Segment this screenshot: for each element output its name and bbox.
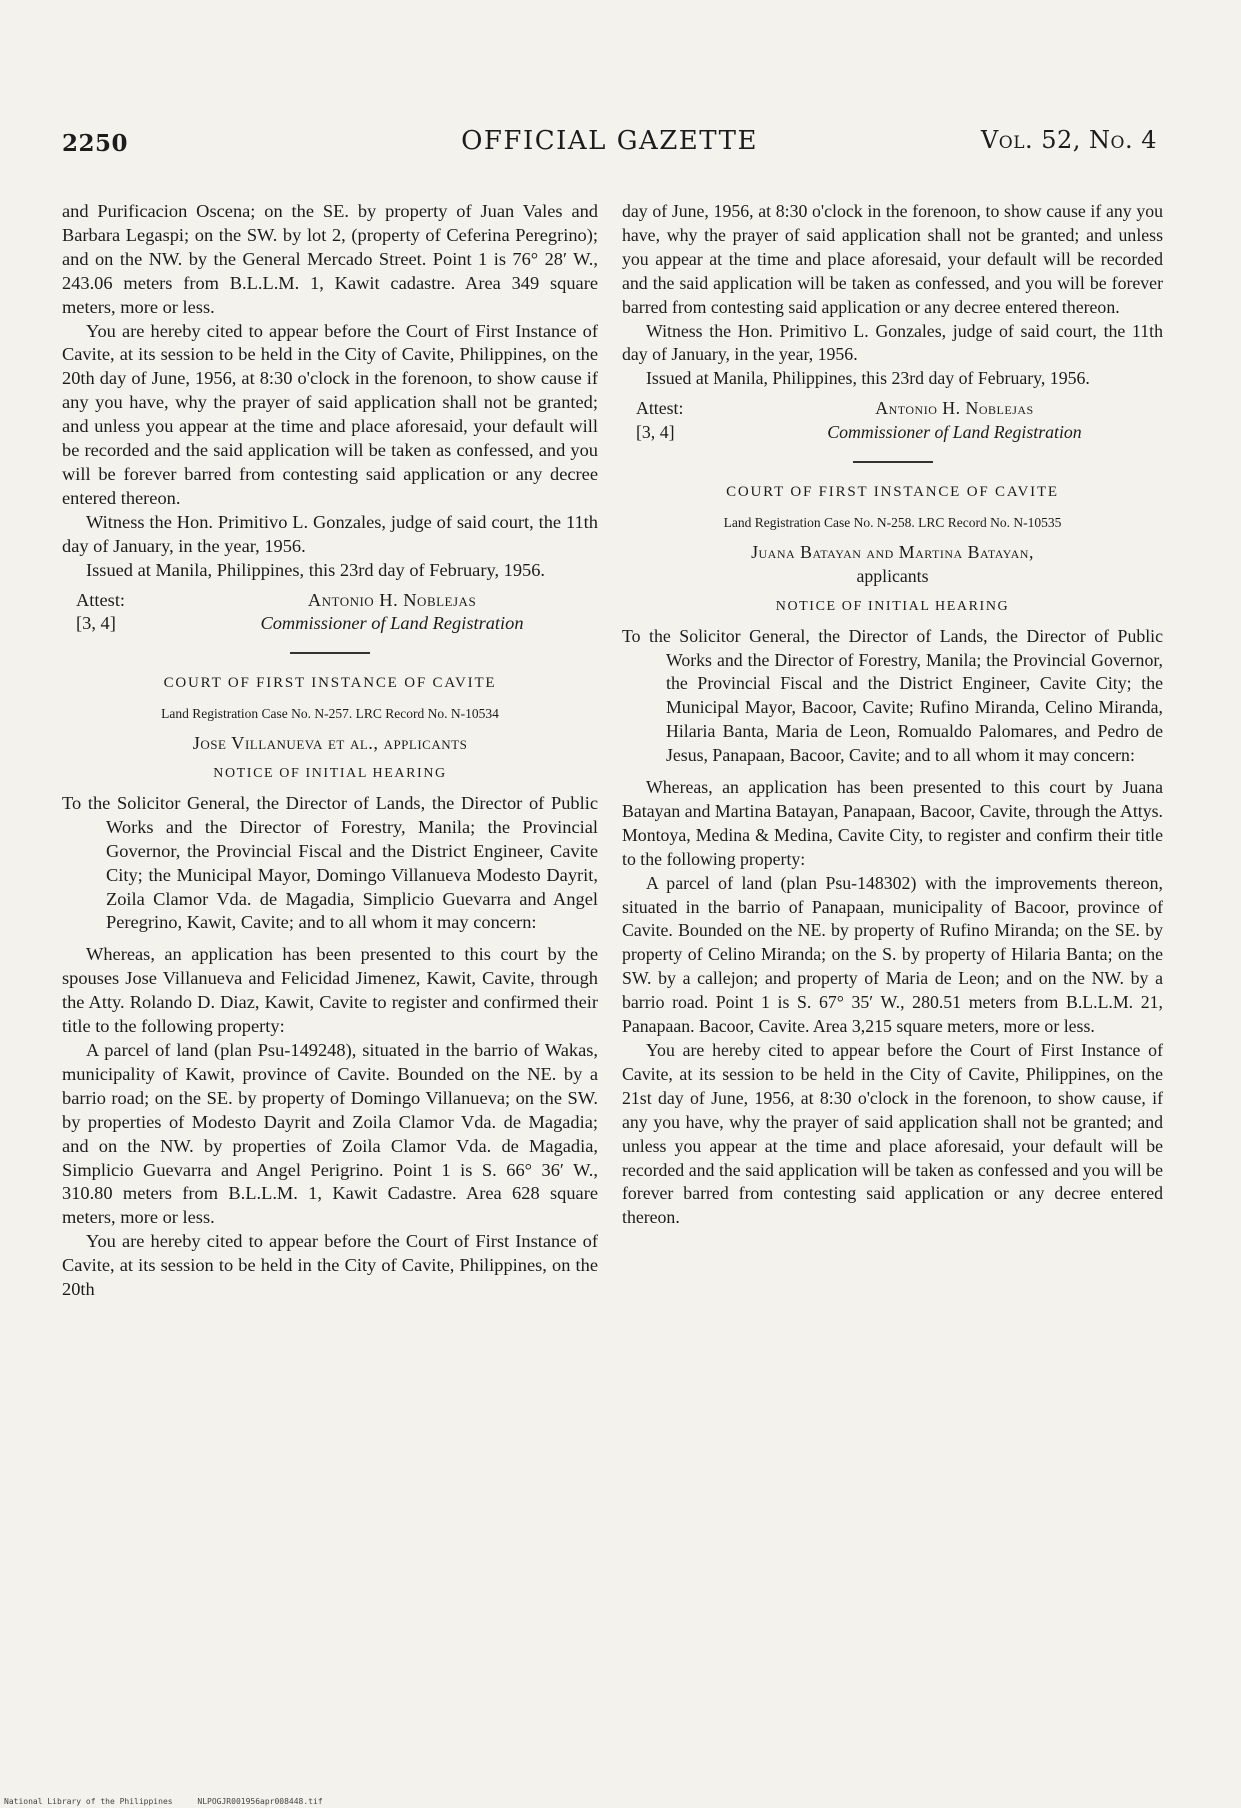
paragraph-whereas: Whereas, an application has been presented to this court by the spouses Jose Villanueva and Felicidad Jimenez, Kawit, Cavite, through the Atty. Rolando D. Diaz, Kawit, Cavite to register and confirmed their title to the following property: xyxy=(62,944,598,1037)
notice-heading: NOTICE OF INITIAL HEARING xyxy=(775,598,1010,614)
paragraph-cited: You are hereby cited to appear before the Court of First Instance of Cavite, at its session to be held in the City of Cavite, Philippines, on the 21st day of June, 1956, at 8:30 o'clock in the forenoon, to show cause, if any you have, why the prayer of said application shall not be granted; and unless you appear at the time and place aforesaid, your default will be recorded and the said application will be taken as confessed and you will be forever barred from contesting said application or any decree entered thereon. xyxy=(622,1040,1163,1228)
paragraph-cited-continued: You are hereby cited to appear before the Court of First Instance of Cavite, at its session to be held in the City of Cavite, Philippines, on the 20th xyxy=(62,1231,598,1300)
paragraph-continuation: day of June, 1956, at 8:30 o'clock in the forenoon, to show cause if any you have, why the prayer of said application shall not be granted; and unless you appear at the time and place aforesaid, your default will be recorded and the said application will be taken as confessed, and you will be forever barred from contesting said application or any decree entered thereon. xyxy=(622,201,1163,317)
section-divider xyxy=(290,652,370,654)
signatory-title: Commissioner of Land Registration xyxy=(260,613,524,634)
paragraph-whereas: Whereas, an application has been presented to this court by Juana Batayan and Martina Batayan, Panapaan, Bacoor, Cavite, through the Attys. Montoya, Medina & Medina, Cavite City, to register and confirm their title to the following property: xyxy=(622,777,1163,869)
applicants-heading: Juana Batayan and Martina Batayan, xyxy=(751,541,1034,562)
paragraph-parcel: A parcel of land (plan Psu-148302) with the improvements thereon, situated in the barrio of Panapaan, municipality of Bacoor, province of Cavite. Bounded on the NE. by property of Rufino Miranda; on the SE. by property of Celino Miranda; on the S. by property of Hilaria Banta; on the SW. by a callejon; and property of Maria de Leon; and on the NW. by a barrio road. Point 1 is S. 67° 35′ W., 280.51 meters from B.L.L.M. 21, Panapaan. Bacoor, Cavite. Area 3,215 square meters, more or less. xyxy=(622,872,1163,1037)
paragraph-witness: Witness the Hon. Primitivo L. Gonzales, judge of said court, the 11th day of January, in the year, 1956. xyxy=(62,511,598,556)
case-number-line: Land Registration Case No. N-257. LRC Record No. N-10534 xyxy=(161,706,499,722)
attest-label: Attest: xyxy=(636,398,684,419)
court-heading: COURT OF FIRST INSTANCE OF CAVITE xyxy=(163,675,497,692)
paragraph-witness: Witness the Hon. Primitivo L. Gonzales, judge of said court, the 11th day of January, in the year, 1956. xyxy=(622,320,1163,365)
signatory-name: Antonio H. Noblejas xyxy=(875,398,1034,419)
right-column xyxy=(622,200,1163,1230)
paragraph-cited: You are hereby cited to appear before the Court of First Instance of Cavite, at its session to be held in the City of Cavite, Philippines, on the 20th day of June, 1956, at 8:30 o'clock in the forenoon, to show cause if any you have, why the prayer of said application shall not be granted; and unless you appear at the time and place aforesaid, your default will be recorded and the said application will be taken as confessed, and you will be forever barred from contesting said application or any decree entered thereon. xyxy=(62,320,598,508)
section-divider xyxy=(853,461,933,463)
scan-filename: NLPOGJR001956apr008448.tif xyxy=(197,1797,323,1806)
case-number-line: Land Registration Case No. N-258. LRC Record No. N-10535 xyxy=(723,514,1062,530)
signatory-title: Commissioner of Land Registration xyxy=(827,422,1082,443)
volume-number: Vol. 52, No. 4 xyxy=(980,126,1157,154)
issue-reference: [3, 4] xyxy=(76,613,116,634)
page-header xyxy=(62,126,1157,166)
left-column xyxy=(62,200,598,1302)
applicants-suffix: applicants xyxy=(856,565,929,586)
paragraph-parcel: A parcel of land (plan Psu-149248), situated in the barrio of Wakas, municipality of Kawit, province of Cavite. Bounded on the NE. by a barrio road; on the SE. by property of Domingo Villanueva; on the SW. by properties of Modesto Dayrit and Zoila Clamor Vda. de Magadia; and on the NW. by properties of Zoila Clamor Vda. de Magadia, Simplicio Guevarra and Angel Perigrino. Point 1 is S. 66° 36′ W., 310.80 meters from B.L.L.M. 1, Kawit Cadastre. Area 628 square meters, more or less. xyxy=(62,1040,598,1228)
attestation-block xyxy=(62,589,598,637)
paragraph-addressees: To the Solicitor General, the Director of Lands, the Director of Public Works and the Director of Forestry, Manila; the Provincial Governor, the Provincial Fiscal and the District Engineer, Cavite City; the Municipal Mayor, Bacoor, Cavite; Rufino Miranda, Celino Miranda, Hilaria Banta, Maria de Leon, Romualdo Palomares, and Pedro de Jesus, Panapaan, Bacoor, Cavite; and to all whom it may concern: xyxy=(622,625,1163,766)
page-number: 2250 xyxy=(62,130,129,157)
applicants-heading: Jose Villanueva et al., applicants xyxy=(192,733,468,754)
court-heading: COURT OF FIRST INSTANCE OF CAVITE xyxy=(726,484,1059,501)
notice-heading: NOTICE OF INITIAL HEARING xyxy=(213,766,447,782)
signatory-name: Antonio H. Noblejas xyxy=(307,589,477,610)
library-credit: National Library of the Philippines xyxy=(4,1797,173,1806)
paragraph-addressees: To the Solicitor General, the Director of Lands, the Director of Public Works and the Director of Forestry, Manila; the Provincial Governor, the Provincial Fiscal and the District Engineer, Cavite City; the Municipal Mayor, Domingo Villanueva Modesto Dayrit, Zoila Clamor Vda. de Magadia, Simplicio Guevarra and Angel Peregrino, Kawit, Cavite; and to all whom it may concern: xyxy=(62,792,598,933)
paragraph-boundaries: and Purificacion Oscena; on the SE. by property of Juan Vales and Barbara Legaspi; on the SW. by lot 2, (property of Ceferina Peregrino); and on the NW. by the General Mercado Street. Point 1 is 76° 28′ W., 243.06 meters from B.L.L.M. 1, Kawit cadastre. Area 349 square meters, more or less. xyxy=(62,201,598,317)
publication-title: OFFICIAL GAZETTE xyxy=(461,126,758,156)
attestation-block xyxy=(622,397,1163,445)
attest-label: Attest: xyxy=(76,589,126,610)
scan-footer xyxy=(4,1797,343,1806)
paragraph-issued: Issued at Manila, Philippines, this 23rd day of February, 1956. xyxy=(646,368,1090,389)
issue-reference: [3, 4] xyxy=(636,422,675,443)
paragraph-issued: Issued at Manila, Philippines, this 23rd day of February, 1956. xyxy=(86,559,546,580)
